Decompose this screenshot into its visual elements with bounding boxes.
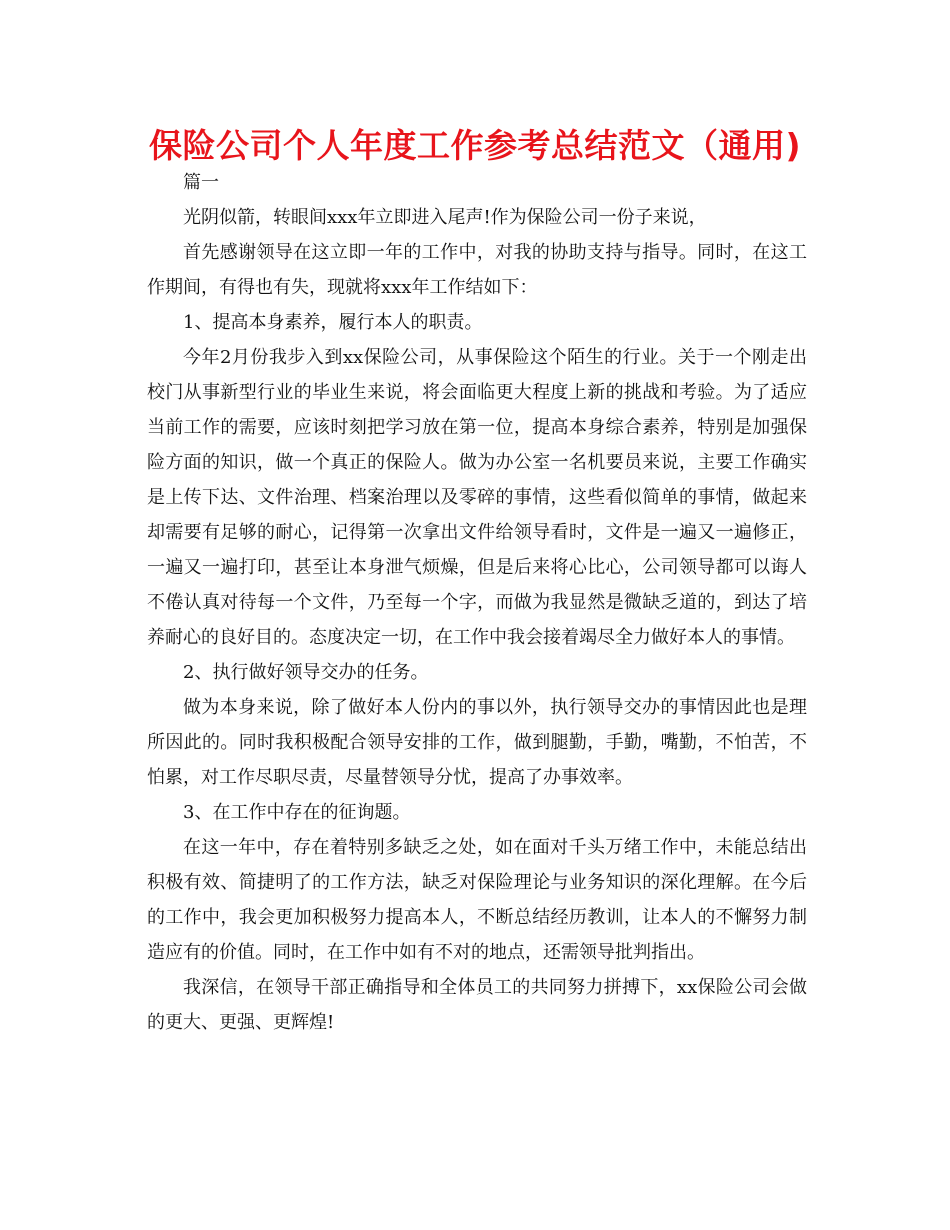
section-heading: 篇一 (183, 172, 219, 193)
body-paragraph: 光阴似箭，转眼间xxx年立即进入尾声!作为保险公司一份子来说， (183, 207, 707, 228)
body-paragraph: 首先感谢领导在这立即一年的工作中，对我的协助支持与指导。同时，在这工作期间，有得也有失，现就将xxx年工作结如下： (147, 242, 807, 298)
numbered-heading: 2、执行做好领导交办的任务。 (183, 662, 429, 683)
document-body (147, 165, 807, 1040)
body-paragraph: 我深信，在领导干部正确指导和全体员工的共同努力拼搏下，xx保险公司会做的更大、更强、更辉煌! (147, 977, 807, 1033)
body-paragraph: 今年2月份我步入到xx保险公司，从事保险这个陌生的行业。关于一个刚走出校门从事新型行业的毕业生来说，将会面临更大程度上新的挑战和考验。为了适应当前工作的需要，应该时刻把学习放在第一位，提高本身综合素养，特别是加强保险方面的知识，做一个真正的保险人。做为办公室一名机要员来说，主要工作确实是上传下达、文件治理、档案治理以及零碎的事情，这些看似简单的事情，做起来却需要有足够的耐心，记得第一次拿出文件给领导看时，文件是一遍又一遍修正，一遍又一遍打印，甚至让本身泄气烦燥，但是后来将心比心，公司领导都可以诲人不倦认真对待每一个文件，乃至每一个字，而做为我显然是微缺乏道的，到达了培养耐心的良好目的。态度决定一切，在工作中我会接着竭尽全力做好本人的事情。 (147, 347, 807, 648)
document-title: 保险公司个人年度工作参考总结范文（通用) (148, 126, 802, 165)
numbered-heading: 1、提高本身素养，履行本人的职责。 (183, 312, 483, 333)
body-paragraph: 在这一年中，存在着特别多缺乏之处，如在面对千头万绪工作中，未能总结出积极有效、简捷明了的工作方法，缺乏对保险理论与业务知识的深化理解。在今后的工作中，我会更加积极努力提高本人，不断总结经历教训，让本人的不懈努力制造应有的价值。同时，在工作中如有不对的地点，还需领导批判指出。 (147, 837, 807, 963)
body-paragraph: 做为本身来说，除了做好本人份内的事以外，执行领导交办的事情因此也是理所因此的。同时我积极配合领导安排的工作，做到腿勤，手勤，嘴勤，不怕苦，不怕累，对工作尽职尽责，尽量替领导分忧，提高了办事效率。 (147, 697, 807, 788)
numbered-heading: 3、在工作中存在的征询题。 (183, 802, 411, 823)
